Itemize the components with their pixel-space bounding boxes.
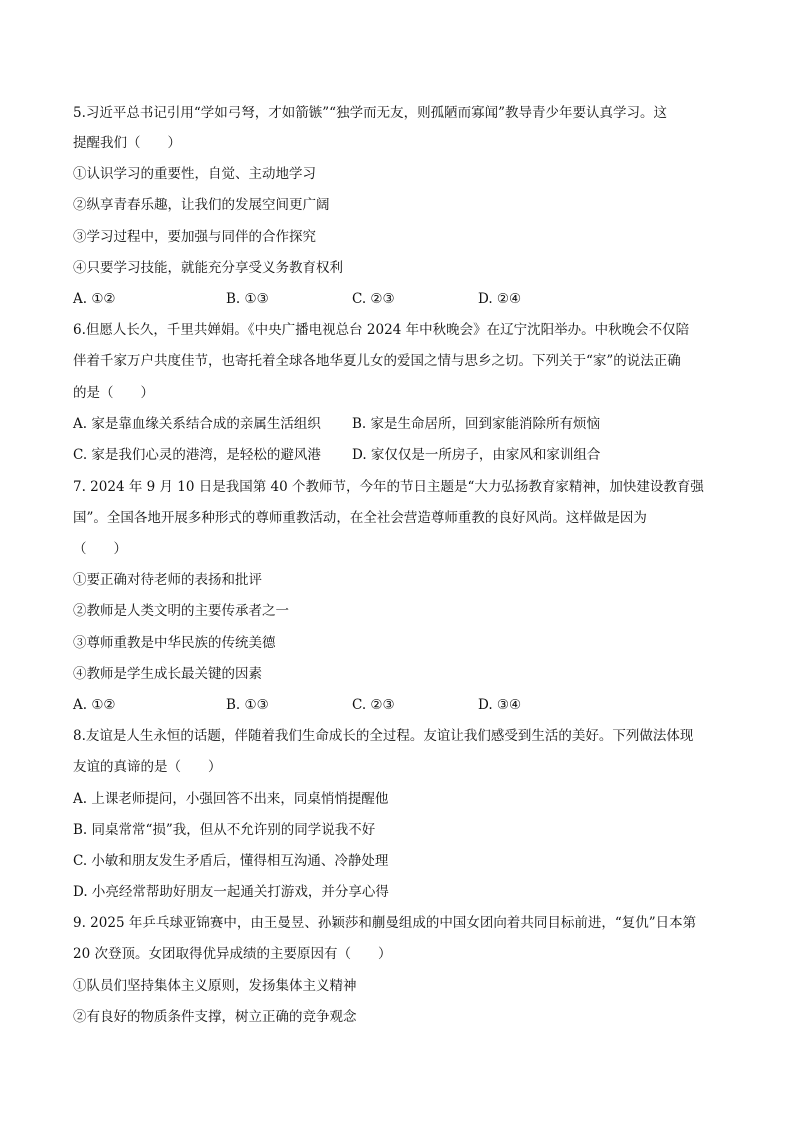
q8-option-d: D. 小亮经常帮助好朋友一起通关打游戏，并分享心得	[73, 884, 389, 900]
q7-statement-2: ②教师是人类文明的主要传承者之一	[73, 603, 289, 619]
q6-option-c: C. 家是我们心灵的港湾，是轻松的避风港	[73, 447, 321, 463]
q8-stem-line-1: 8.友谊是人生永恒的话题，伴随着我们生命成长的全过程。友谊让我们感受到生活的美好。下列做法体现	[73, 728, 694, 744]
q7-statement-3: ③尊师重教是中华民族的传统美德	[73, 635, 276, 651]
q5-statement-3: ③学习过程中，要加强与同伴的合作探究	[73, 229, 316, 245]
q7-option-a: A. ①②	[73, 697, 116, 713]
q8-stem-line-2: 友谊的真谛的是（ ）	[73, 759, 222, 775]
q5-statement-1: ①认识学习的重要性，自觉、主动地学习	[73, 166, 316, 182]
q8-option-a: A. 上课老师提问，小强回答不出来，同桌悄悄提醒他	[73, 791, 389, 807]
q6-stem-line-3: 的是（ ）	[73, 385, 154, 401]
q7-stem-line-2: 国”。全国各地开展多种形式的尊师重教活动，在全社会营造尊师重教的良好风尚。这样做是因为	[73, 510, 647, 526]
q7-option-b: B. ①③	[226, 697, 269, 713]
q7-statement-4: ④教师是学生成长最关键的因素	[73, 666, 262, 682]
q6-option-b: B. 家是生命居所，回到家能消除所有烦恼	[352, 416, 601, 432]
q5-option-a: A. ①②	[73, 291, 116, 307]
q6-option-d: D. 家仅仅是一所房子，由家风和家训组合	[352, 447, 601, 463]
q5-option-d: D. ②④	[478, 291, 522, 307]
q5-stem-line-2: 提醒我们（ ）	[73, 135, 181, 151]
q5-statement-4: ④只要学习技能，就能充分享受义务教育权利	[73, 260, 343, 276]
q7-stem-line-3: （ ）	[73, 541, 127, 557]
q8-option-c: C. 小敏和朋友发生矛盾后，懂得相互沟通、冷静处理	[73, 853, 389, 869]
q5-option-c: C. ②③	[352, 291, 395, 307]
q7-statement-1: ①要正确对待老师的表扬和批评	[73, 572, 262, 588]
q5-statement-2: ②纵享青春乐趣，让我们的发展空间更广阔	[73, 197, 330, 213]
q6-stem-line-1: 6.但愿人长久，千里共婵娟。《中央广播电视总台 2024 年中秋晚会》在辽宁沈阳举办。中秋晚会不仅陪	[73, 322, 690, 338]
q9-statement-2: ②有良好的物质条件支撑，树立正确的竞争观念	[73, 1009, 357, 1025]
q9-stem-line-1: 9. 2025 年乒乓球亚锦赛中，由王曼昱、孙颖莎和蒯曼组成的中国女团向着共同目标前进，“复仇”日本第	[73, 915, 697, 931]
q8-option-b: B. 同桌常常“损”我，但从不允许别的同学说我不好	[73, 822, 376, 838]
q7-option-d: D. ③④	[478, 697, 522, 713]
q9-stem-line-2: 20 次登顶。女团取得优异成绩的主要原因有（ ）	[73, 946, 392, 962]
q7-stem-line-1: 7. 2024 年 9 月 10 日是我国第 40 个教师节，今年的节日主题是“大力弘扬教育家精神，加快建设教育强	[73, 479, 704, 495]
q5-option-b: B. ①③	[226, 291, 269, 307]
q6-stem-line-2: 伴着千家万户共度佳节，也寄托着全球各地华夏儿女的爱国之情与思乡之切。下列关于“家”的说法正确	[73, 353, 681, 369]
q7-option-c: C. ②③	[352, 697, 395, 713]
q9-statement-1: ①队员们坚持集体主义原则，发扬集体主义精神	[73, 978, 357, 994]
q6-option-a: A. 家是靠血缘关系结合成的亲属生活组织	[73, 416, 321, 432]
q5-stem-line-1: 5.习近平总书记引用“学如弓弩，才如箭镞”“独学而无友，则孤陋而寡闻”教导青少年要认真学习。这	[73, 105, 667, 121]
